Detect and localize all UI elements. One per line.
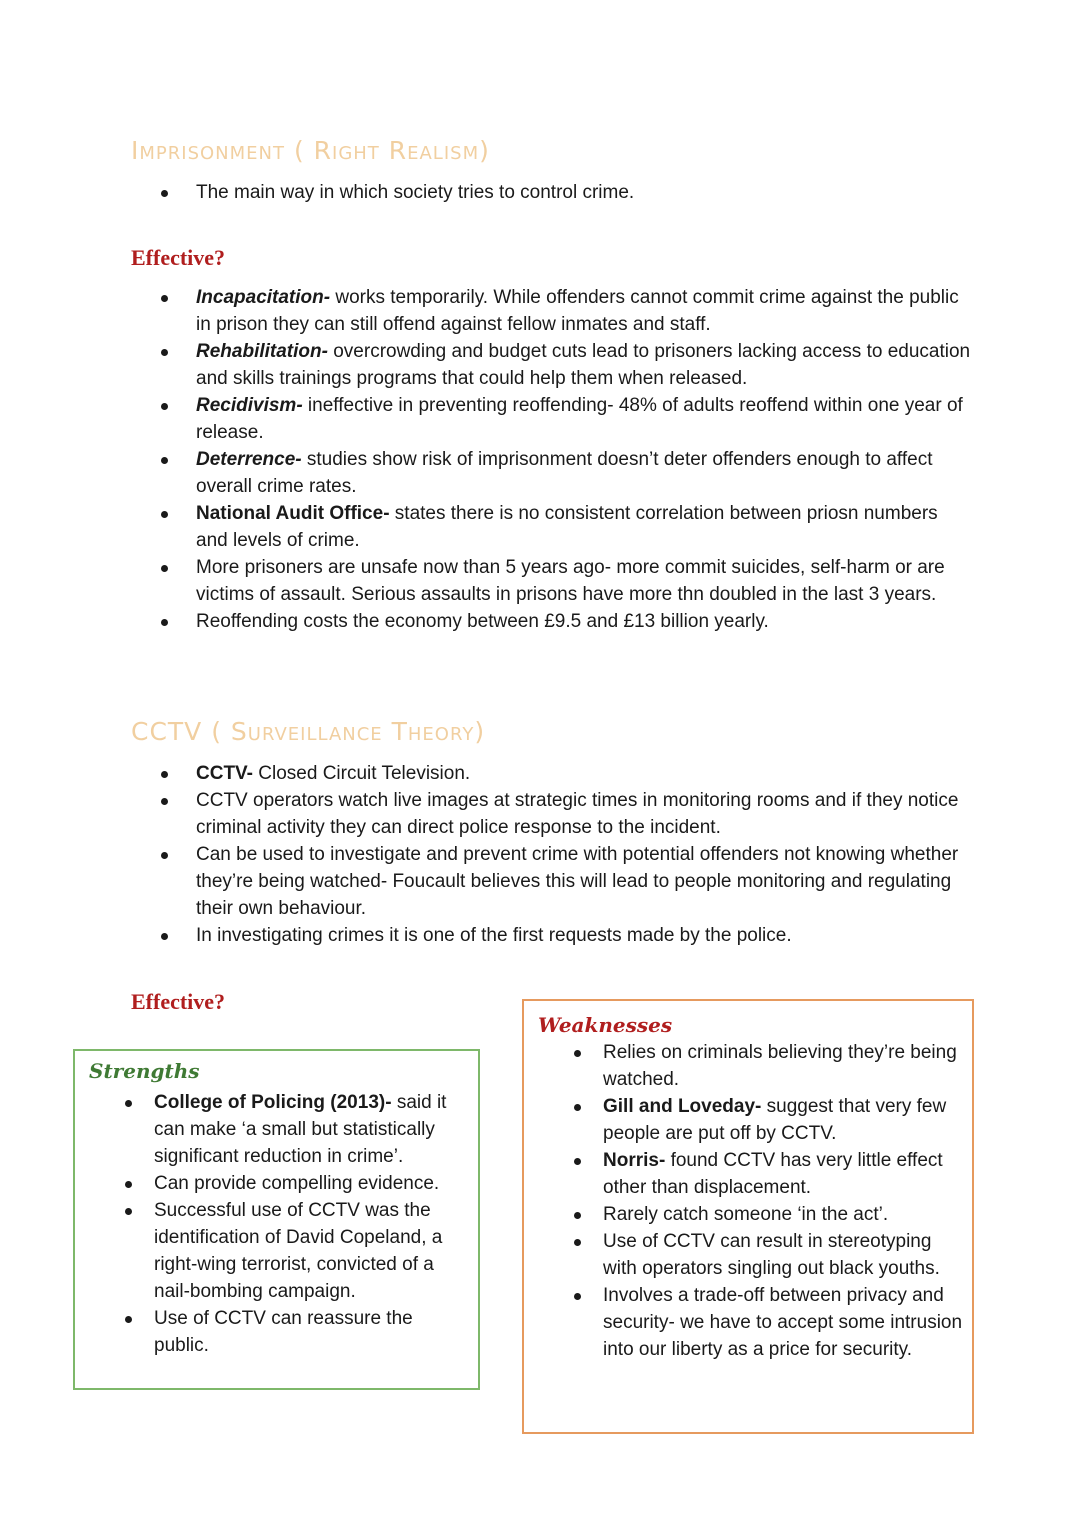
bullet-icon <box>161 295 168 302</box>
item-text: suggest that very few people are put off by CCTV. <box>603 1096 947 1144</box>
list-item <box>524 1201 964 1228</box>
item-lead: College of Policing (2013)- <box>154 1092 392 1113</box>
list-item <box>131 392 971 446</box>
item-text: Reoffending costs the economy between £9.5 and £13 billion yearly. <box>196 611 769 632</box>
weaknesses-list <box>524 1039 964 1363</box>
strengths-box <box>73 1049 480 1390</box>
list-item <box>524 1282 964 1363</box>
bullet-icon <box>125 1316 132 1323</box>
item-lead: Rehabilitation- <box>196 341 328 362</box>
item-text: Successful use of CCTV was the identification of David Copeland, a right-wing terrorist, convicted of a nail-bombing campaign. <box>154 1200 443 1302</box>
bullet-icon <box>161 511 168 518</box>
item-text: Relies on criminals believing they’re being watched. <box>603 1042 957 1090</box>
list-item <box>131 500 971 554</box>
list-item <box>131 179 971 206</box>
item-text: works temporarily. While offenders cannot commit crime against the public in prison they can still offend against fellow inmates and staff. <box>196 287 959 335</box>
bullet-icon <box>574 1212 581 1219</box>
list-item <box>131 922 971 949</box>
bullet-icon <box>161 933 168 940</box>
list-item <box>131 338 971 392</box>
imprisonment-intro-list <box>131 179 971 206</box>
list-item <box>75 1197 465 1305</box>
item-text: states there is no consistent correlation between priosn numbers and levels of crime. <box>196 503 938 551</box>
bullet-icon <box>161 565 168 572</box>
bullet-icon <box>574 1239 581 1246</box>
list-item <box>131 608 971 635</box>
item-text: Rarely catch someone ‘in the act’. <box>603 1204 889 1225</box>
cctv-heading: CCTV ( Surveillance Theory) <box>131 717 486 746</box>
bullet-icon <box>161 457 168 464</box>
imprisonment-effective-label: Effective? <box>131 245 226 270</box>
list-item <box>524 1093 964 1147</box>
item-lead: CCTV- <box>196 763 253 784</box>
bullet-icon <box>574 1158 581 1165</box>
bullet-icon <box>574 1050 581 1057</box>
item-text: Involves a trade-off between privacy and security- we have to accept some intrusion into our liberty as a price for security. <box>603 1285 963 1360</box>
bullet-icon <box>574 1104 581 1111</box>
list-item <box>131 787 971 841</box>
list-item <box>75 1089 465 1170</box>
item-text: In investigating crimes it is one of the first requests made by the police. <box>196 925 792 946</box>
item-lead: Incapacitation- <box>196 287 331 308</box>
strengths-list <box>75 1089 465 1359</box>
weaknesses-title: Weaknesses <box>538 1013 673 1037</box>
bullet-icon <box>125 1181 132 1188</box>
bullet-icon <box>574 1293 581 1300</box>
bullet-icon <box>161 852 168 859</box>
item-lead: Deterrence- <box>196 449 302 470</box>
item-text: More prisoners are unsafe now than 5 years ago- more commit suicides, self-harm or are victims of assault. Serious assaults in prisons have more thn doubled in the last 3 years. <box>196 557 945 605</box>
bullet-icon <box>161 349 168 356</box>
bullet-icon <box>161 771 168 778</box>
bullet-icon <box>161 190 168 197</box>
item-lead: National Audit Office- <box>196 503 390 524</box>
item-text: said it can make ‘a small but statistically significant reduction in crime’. <box>154 1092 447 1167</box>
item-text: studies show risk of imprisonment doesn’t deter offenders enough to affect overall crime rates. <box>196 449 933 497</box>
list-item <box>524 1228 964 1282</box>
list-item <box>75 1170 465 1197</box>
item-text: Can provide compelling evidence. <box>154 1173 440 1194</box>
item-text: ineffective in preventing reoffending- 48% of adults reoffend within one year of release. <box>196 395 963 443</box>
item-text: Use of CCTV can result in stereotyping with operators singling out black youths. <box>603 1231 940 1279</box>
list-item <box>131 284 971 338</box>
list-item <box>524 1147 964 1201</box>
list-item <box>131 446 971 500</box>
item-text: found CCTV has very little effect other than displacement. <box>603 1150 943 1198</box>
imprisonment-heading: Imprisonment ( Right Realism) <box>131 136 490 165</box>
item-text: Can be used to investigate and prevent crime with potential offenders not knowing whether they’re being watched- Foucault believes this will lead to people monitoring and regulating their own behaviour. <box>196 844 959 919</box>
bullet-icon <box>125 1100 132 1107</box>
weaknesses-box <box>522 999 974 1434</box>
item-text: overcrowding and budget cuts lead to prisoners lacking access to education and skills trainings programs that could help them when released. <box>196 341 971 389</box>
bullet-icon <box>125 1208 132 1215</box>
bullet-icon <box>161 403 168 410</box>
list-item <box>524 1039 964 1093</box>
cctv-points-list <box>131 760 971 949</box>
list-item <box>75 1305 465 1359</box>
bullet-icon <box>161 798 168 805</box>
item-text: Use of CCTV can reassure the public. <box>154 1308 413 1356</box>
list-item <box>131 841 971 922</box>
bullet-icon <box>161 619 168 626</box>
item-text: The main way in which society tries to control crime. <box>196 182 635 203</box>
imprisonment-points-list <box>131 284 971 635</box>
list-item <box>131 760 971 787</box>
item-lead: Gill and Loveday- <box>603 1096 762 1117</box>
list-item <box>131 554 971 608</box>
strengths-title: Strengths <box>89 1059 200 1083</box>
item-lead: Recidivism- <box>196 395 303 416</box>
item-lead: Norris- <box>603 1150 666 1171</box>
item-text: CCTV operators watch live images at strategic times in monitoring rooms and if they notice criminal activity they can direct police response to the incident. <box>196 790 959 838</box>
item-text: Closed Circuit Television. <box>253 763 471 784</box>
cctv-effective-label: Effective? <box>131 989 226 1014</box>
